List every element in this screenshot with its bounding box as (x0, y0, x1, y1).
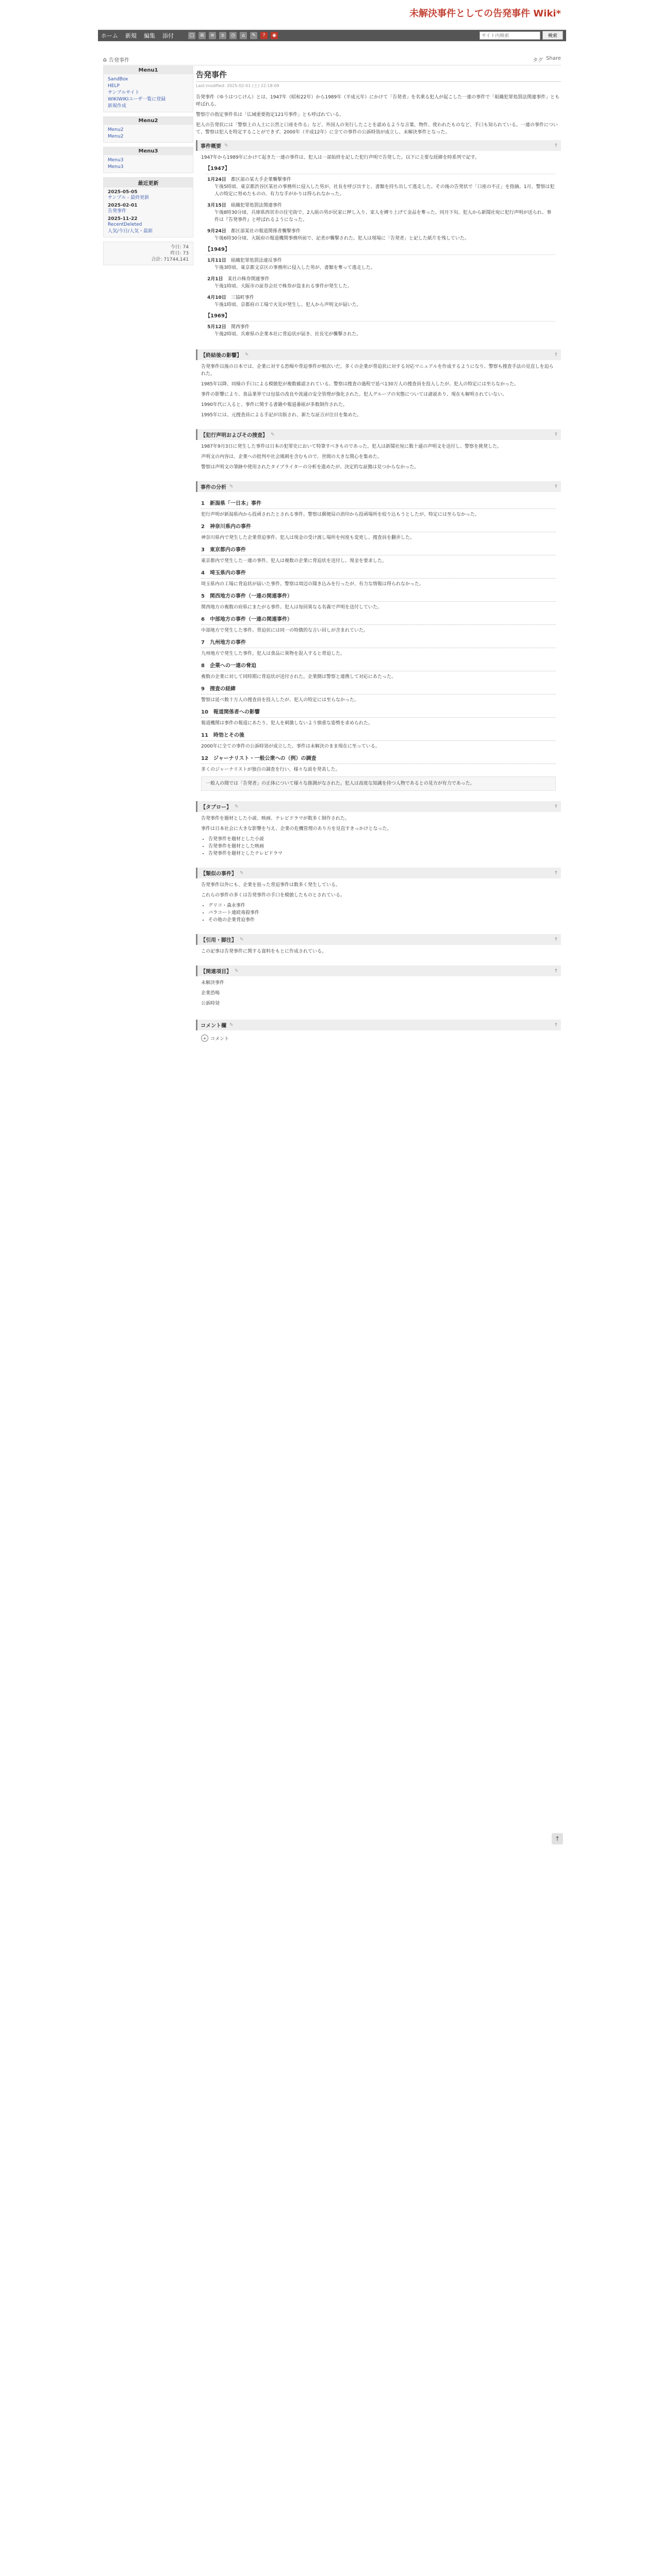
list-item: • 告発事件を題材としたテレビドラマ (208, 850, 556, 857)
breadcrumb-actions (533, 56, 561, 63)
backup-icon[interactable]: ◷ (229, 32, 237, 39)
section-body (196, 440, 561, 477)
entry-text: 午後8時30分頃、兵庫県西宮市の住宅街で、2人組の男が民家に押し入り、家人を縛り上げて金品を奪った。同月下旬、犯人から新聞社宛に犯行声明が送られ、事件は『告発事件』と呼ばれるようになった。 (214, 210, 552, 223)
edit-icon[interactable]: ✎ (271, 432, 275, 437)
toolbar (188, 32, 281, 39)
up-arrow-icon[interactable]: ↑ (554, 484, 558, 489)
navbar (98, 30, 566, 41)
paragraph: 未解決事件 (201, 980, 225, 986)
recent-title: 最近更新 (104, 178, 193, 188)
lead-paragraph: 犯人の告発状には「警察上の人士に公然と口座を作る」など、外国人の実行したことを認めるような言葉、物件、使われたものなど、手口も知られている。一連の事件について、警察は犯人を特定することができず、2000年（平成12年）に全ての事件の公訴時効が成立し、未解決事件となった。 (196, 123, 558, 135)
nav-edit[interactable]: 編集 (144, 32, 155, 39)
comment-link[interactable]: コメント (210, 1036, 229, 1042)
comment-section (196, 1020, 561, 1042)
recent-date: 2025-05-05 (108, 190, 138, 195)
numbered-heading: 4 埼玉県内の事件 (201, 570, 556, 579)
timeline-entry (207, 176, 556, 198)
entry-header (207, 257, 556, 264)
section-body (196, 151, 561, 345)
paragraph: 1987年9月3日に発生した事件は日本の犯罪史において特筆すべきものであった。犯人は新聞社宛に数十通の声明文を送付し、警察を挑発した。 (201, 444, 502, 449)
paragraph: 企業恐喝 (201, 991, 220, 996)
section-body (196, 360, 561, 425)
numbered-text: 中部地方で発生した事件。脅迫状には同一の特徴的な言い回しが含まれていた。 (201, 628, 369, 633)
paragraph: 1985年以降、同様の手口による模倣犯が複数確認されている。警察は捜査の過程で延べ130万人の捜査員を投入したが、犯人の特定には至らなかった。 (201, 382, 519, 387)
numbered-text: 神奈川県内で発生した企業脅迫事件。犯人は現金の受け渡し場所を何度も変更し、捜査員を翻弄した。 (201, 535, 415, 540)
recent-item[interactable]: サンプル - 最終更新 (108, 195, 150, 200)
numbered-text: 警察は延べ数十万人の捜査員を投入したが、犯人の特定には至らなかった。 (201, 698, 359, 703)
recent-date: 2025-11-22 (108, 216, 138, 222)
timeline-entry (207, 324, 556, 338)
menu3-title: Menu3 (104, 147, 193, 155)
attach-icon[interactable]: ⌂ (240, 32, 247, 39)
recent-item[interactable]: 告発事件 (108, 209, 127, 214)
edit-icon[interactable]: ✎ (224, 143, 228, 148)
section-heading-text: 【犯行声明およびその捜査】 (201, 433, 268, 438)
page-title: 告発事件 (196, 69, 561, 82)
section-body (196, 812, 561, 863)
nav-home[interactable]: ホーム (101, 32, 118, 39)
section (196, 349, 561, 425)
up-arrow-icon[interactable]: ↑ (554, 804, 558, 809)
main-content (196, 66, 561, 1046)
up-arrow-icon[interactable]: ↑ (554, 870, 558, 876)
numbered-text: 多くのジャーナリストが独自の調査を行い、様々な説を発表した。 (201, 767, 340, 772)
counter-yesterday: 昨日: 73 (170, 251, 189, 256)
up-arrow-icon[interactable]: ↑ (554, 1022, 558, 1028)
numbered-heading: 6 中部地方の事件（一連の関連事件） (201, 616, 556, 625)
counter-total: 合計: 71744,141 (151, 257, 189, 262)
quote-box: 一般人の間では「告発者」の正体について様々な推測がなされた。犯人は高度な知識を持つ人物であるとの見方が有力であった。 (201, 776, 556, 791)
subsection-heading: 【1969】 (205, 313, 556, 321)
scroll-top-button[interactable]: ↑ (552, 1833, 563, 1844)
entry-title: 組織犯罪処罰法関連事件 (230, 203, 282, 208)
paragraph: 1947年から1989年にかけて起きた一連の事件は、犯人は一部始終を記した犯行声明で告発した。以下に主要な経緯を時系列で記す。 (201, 155, 480, 160)
entry-date: 1月24日 (207, 177, 226, 182)
menu2-title: Menu2 (104, 117, 193, 125)
entry-header (207, 176, 556, 183)
entry-title: 組織犯罪処罰法違反事件 (230, 258, 282, 263)
paragraph: これらの事件の多くは告発事件の手口を模倣したものとされている。 (201, 893, 345, 898)
numbered-text: 報道機関は事件の報道にあたり、犯人を刺激しないよう慎重な姿勢を求められた。 (201, 721, 373, 726)
numbered-text: 東京都内で発生した一連の事件。犯人は複数の企業に脅迫状を送付し、現金を要求した。 (201, 558, 387, 564)
sidebar-item-menu3b[interactable]: Menu3 (108, 164, 124, 170)
numbered-heading: 1 新潟県「一日本」事件 (201, 500, 556, 509)
edit-icon[interactable]: ✎ (235, 968, 239, 974)
edit-icon[interactable]: ✎ (245, 352, 249, 358)
paragraph: 公訴時効 (201, 1001, 220, 1006)
numbered-heading: 7 九州地方の事件 (201, 639, 556, 648)
bullet-list (208, 836, 556, 857)
rename-icon[interactable]: ✎ (250, 32, 257, 39)
section (196, 429, 561, 477)
edit-icon[interactable]: ✎ (240, 870, 244, 876)
breadcrumb (103, 54, 561, 65)
section-body (196, 976, 561, 1013)
section-heading-text: 【引用・脚注】 (201, 938, 237, 943)
menu3-box (103, 147, 193, 173)
paragraph: 事件の影響により、食品業界では包装の改良や流通の安全管理が強化された。犯人グループの実態については諸説あり、現在も解明されていない。 (201, 392, 507, 397)
numbered-heading: 11 時効とその後 (201, 732, 556, 741)
site-title[interactable]: 未解決事件としての告発事件 Wiki* (409, 8, 561, 19)
sidebar-item-sandbox[interactable]: SandBox (108, 77, 128, 82)
paragraph: この記事は告発事件に関する資料をもとに作成されている。 (201, 949, 327, 954)
comment-heading (196, 1020, 561, 1030)
entry-header (207, 294, 556, 301)
entry-header (207, 324, 556, 331)
timeline-entry (207, 257, 556, 272)
section (196, 934, 561, 961)
subsection-heading: 【1947】 (205, 165, 556, 174)
edit-icon[interactable]: ✎ (235, 804, 239, 809)
up-arrow-icon[interactable]: ↑ (554, 937, 558, 942)
bullet-list (208, 902, 556, 924)
entry-date: 4月10日 (207, 295, 226, 300)
section-heading (196, 140, 561, 151)
entry-title: 関西事件 (230, 325, 250, 330)
sidebar-item-register[interactable]: WIKIWIKIユーザ一覧に登録 (108, 97, 166, 102)
numbered-heading: 9 捜査の経緯 (201, 686, 556, 694)
numbered-text: 複数の企業に対して同時期に脅迫状が送付された。企業側は警察と連携して対応にあたった。 (201, 674, 396, 680)
section-heading (196, 801, 561, 812)
timeline-entry (207, 276, 556, 290)
section-body (196, 878, 561, 930)
entry-header (207, 276, 556, 283)
list-item: • 告発事件を題材とした映画 (208, 843, 556, 850)
page-icon[interactable]: ▢ (188, 32, 195, 39)
comment-heading-text: コメント欄 (201, 1023, 226, 1029)
section-heading-text: 事件の分析 (201, 485, 226, 490)
list-item: • 告発事件を題材とした小説 (208, 836, 556, 843)
paragraph: 告発事件を題材とした小説、映画、テレビドラマが数多く制作された。 (201, 816, 350, 821)
search-input[interactable] (479, 31, 540, 40)
section-heading (196, 429, 561, 440)
numbered-heading: 10 報道関係者への影響 (201, 709, 556, 718)
numbered-heading: 8 企業への一連の脅迫 (201, 663, 556, 671)
menu1-box (103, 66, 193, 112)
edit-icon[interactable]: ✎ (229, 484, 234, 489)
site-header (98, 0, 566, 29)
section (196, 868, 561, 930)
entry-date: 9月24日 (207, 229, 226, 234)
nav-new[interactable]: 新規 (125, 32, 137, 39)
section (196, 481, 561, 797)
copy-icon[interactable]: ⧉ (198, 32, 206, 39)
subsection-heading: 【1949】 (205, 246, 556, 255)
section-heading (196, 934, 561, 945)
edit-icon[interactable]: ✎ (229, 1022, 234, 1028)
menu1-title: Menu1 (104, 66, 193, 74)
nav-attach[interactable]: 添付 (162, 32, 174, 39)
recent-item[interactable]: RecentDeleted (108, 222, 142, 227)
list-item: • グリコ・森永事件 (208, 902, 556, 909)
recent-date: 2025-02-01 (108, 203, 138, 208)
sidebar-item-menu2a[interactable]: Menu2 (108, 127, 124, 132)
sidebar-item-new[interactable]: 新規作成 (108, 104, 127, 109)
paragraph: 事件は日本社会に大きな影響を与え、企業の危機管理のあり方を見直すきっかけとなった。 (201, 826, 392, 832)
numbered-heading: 3 東京都内の事件 (201, 547, 556, 555)
home-icon[interactable]: ⌂ (103, 56, 107, 63)
timeline-entry (207, 228, 556, 242)
paragraph: 1990年代に入ると、事件に関する書籍や報道番組が多数制作された。 (201, 402, 347, 408)
numbered-heading: 12 ジャーナリスト・一般公衆への（例）の調査 (201, 755, 556, 764)
entry-date: 5月12日 (207, 325, 226, 330)
paragraph: 1995年には、元捜査員による手記が出版され、新たな証言が注目を集めた。 (201, 413, 362, 418)
comment-link-row (201, 1035, 556, 1042)
edit-icon[interactable]: ✎ (240, 937, 244, 942)
last-modified: Last-modified: 2025-02-01 (土) 22:18:09 (196, 83, 279, 88)
numbered-text: 2000年に全ての事件の公訴時効が成立した。事件は未解決のまま現在に至っている。 (201, 744, 380, 749)
section-heading (196, 349, 561, 360)
lead-text (196, 94, 561, 136)
paragraph: 警察は声明文の筆跡や使用されたタイプライターの分析を進めたが、決定的な証拠は見つからなかった。 (201, 465, 419, 470)
help-icon[interactable]: ? (260, 32, 268, 39)
sidebar-item-menu2b[interactable]: Menu2 (108, 134, 124, 139)
menu2-box (103, 116, 193, 143)
counter-today: 今日: 74 (170, 245, 189, 250)
numbered-heading: 2 神奈川県内の事件 (201, 523, 556, 532)
section (196, 801, 561, 863)
search-button[interactable]: 検索 (542, 31, 563, 40)
numbered-text: 九州地方で発生した事件。犯人は食品に異物を混入すると脅迫した。 (201, 651, 345, 656)
page (98, 0, 566, 2576)
entry-date: 3月15日 (207, 203, 226, 208)
entry-text: 午後1時頃、大阪市の証券会社で株券が盗まれる事件が発生した。 (214, 284, 352, 289)
counter-box (103, 242, 193, 265)
entry-date: 1月11日 (207, 258, 226, 263)
share-link[interactable]: Share (546, 55, 561, 61)
entry-date: 2月1日 (207, 277, 223, 282)
numbered-text: 犯行声明が新潟県内から投函されたとされる事件。警察は郵便局の消印から投函場所を絞り込もうとしたが、特定には至らなかった。 (201, 512, 480, 517)
up-arrow-icon[interactable]: ↑ (554, 143, 558, 148)
rss-icon[interactable]: ◉ (271, 32, 278, 39)
numbered-text: 関西地方の複数の府県にまたがる事件。犯人は毎回異なる名義で声明を送付していた。 (201, 605, 383, 610)
section-heading-text: 事件概要 (201, 144, 221, 149)
sections (196, 140, 561, 1013)
entry-text: 午後3時頃、東京都文京区の事務所に侵入した男が、書類を奪って逃走した。 (214, 265, 375, 270)
sidebar-item-sample[interactable]: サンプルサイト (108, 90, 140, 95)
up-arrow-icon[interactable]: ↑ (554, 432, 558, 437)
recent-box (103, 177, 193, 238)
entry-text: 午後5時頃、東京都渋谷区某社の事務所に侵入した男が、社長を呼び出すと、書類を持ち出して逃走した。その後の告発状で「口座の不正」を指摘。1月、警察は犯人の特定に努めたものの、有力な手がかりは得られなかった。 (214, 184, 555, 197)
paragraph: 声明文の内容は、企業への批判や社会風刺を含むもので、世間の大きな関心を集めた。 (201, 454, 382, 460)
entry-text: 午後2時頃、兵庫県の企業本社に脅迫状が届き、社長宅が襲撃された。 (214, 332, 361, 337)
section-heading (196, 965, 561, 976)
section-heading-text: 【終結後の影響】 (201, 353, 242, 359)
entry-text: 午後1時頃、京都府の工場で火災が発生し、犯人から声明文が届いた。 (214, 302, 361, 308)
entry-title: 三協町事件 (230, 295, 254, 300)
entry-title: 都区部の某大手企業襲撃事件 (230, 177, 291, 182)
list-icon[interactable]: ≡ (209, 32, 216, 39)
list-item: • パラコート連続毒殺事件 (208, 909, 556, 917)
timeline-entry (207, 202, 556, 224)
entry-text: 午後6時30分頃、大阪府の報道機関事務所前で、記者が襲撃された。犯人は現場に「告発者」と記した紙片を残していた。 (214, 236, 470, 241)
entry-header (207, 202, 556, 209)
recent-item[interactable]: 人気/今日/人気・最新 (108, 229, 153, 234)
timeline-entry (207, 294, 556, 309)
section-body (196, 945, 561, 961)
lead-paragraph: 告発事件（ゆうはつじけん）とは、1947年（昭和22年）から1989年（平成元年）にかけて「告発者」を名乗る犯人が起こした一連の事件で「組織犯罪処罰法関連事件」とも呼ばれる。 (196, 95, 560, 107)
list-item: • その他の企業脅迫事件 (208, 917, 556, 924)
tag-link[interactable]: タグ (533, 57, 543, 63)
up-arrow-icon[interactable]: ↑ (554, 352, 558, 358)
section-body (196, 492, 561, 797)
section-heading-text: 【類似の事件】 (201, 871, 237, 877)
entry-header (207, 228, 556, 235)
section (196, 140, 561, 345)
up-arrow-icon[interactable]: ↑ (554, 968, 558, 974)
sidebar-item-help[interactable]: HELP (108, 83, 120, 89)
sidebar (103, 66, 193, 269)
lead-paragraph: 警察庁の指定事件名は「広域重要指定121号事件」とも呼ばれている。 (196, 112, 344, 117)
paragraph: 告発事件以外にも、企業を狙った脅迫事件は数多く発生している。 (201, 883, 341, 888)
paragraph: 告発事件以後の日本では、企業に対する恐喝や脅迫事件が相次いだ。多くの企業が脅迫状に対する対応マニュアルを作成するようになり、警察も捜査手法の見直しを迫られた。 (201, 364, 554, 377)
section-heading (196, 481, 561, 492)
breadcrumb-current: 告発事件 (108, 57, 129, 63)
comment-icon: + (201, 1035, 208, 1042)
section-heading-text: 【タブロー】 (201, 805, 231, 810)
section-heading (196, 868, 561, 878)
sidebar-item-menu3a[interactable]: Menu3 (108, 158, 124, 163)
section (196, 965, 561, 1013)
section-heading-text: 【関連項目】 (201, 969, 231, 975)
diff-icon[interactable]: ± (219, 32, 226, 39)
entry-title: 都区部某社の報道関係者襲撃事件 (230, 229, 301, 234)
numbered-heading: 5 関西地方の事件（一連の関連事件） (201, 593, 556, 602)
entry-title: 某社の株券関連事件 (227, 277, 270, 282)
numbered-text: 埼玉県内の工場に脅迫状が届いた事件。警察は周辺の聞き込みを行ったが、有力な情報は得られなかった。 (201, 582, 424, 587)
